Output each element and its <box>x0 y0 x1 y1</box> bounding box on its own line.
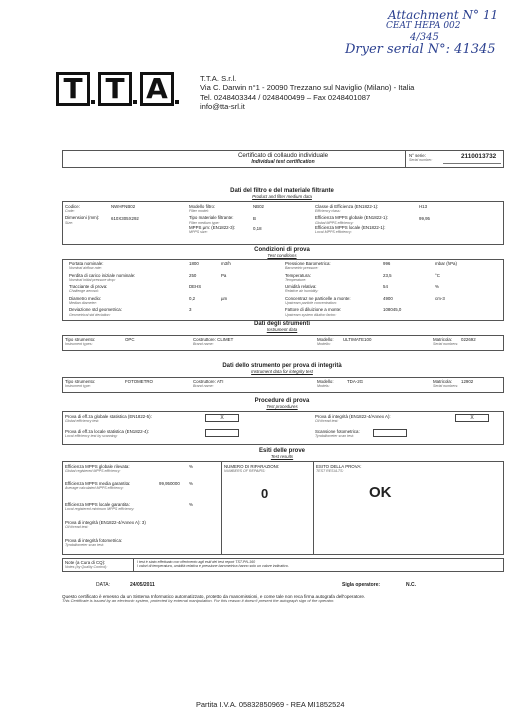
conditions-title: Condizioni di prova <box>254 247 310 253</box>
operator-label: Sigla operatore: <box>342 582 381 588</box>
dim-label-en: Size: <box>65 220 73 225</box>
condition-right-value: 996 <box>383 261 391 266</box>
condition-left-label: Deviazione std geometrica: <box>69 307 122 313</box>
global-eff-label: Efficienza MPPS globale (EN1822-1): <box>315 215 389 221</box>
condition-right-label-en: Barometric pressure: <box>285 266 319 271</box>
condition-right-unit: % <box>435 284 439 290</box>
condition-right-value: 4900 <box>383 295 393 301</box>
conditions-title-en: Test conditions <box>267 253 297 258</box>
condition-left-label-en: Geometrical std deviation: <box>69 312 111 317</box>
serial-label: N° serie: <box>409 153 426 158</box>
instr2-maker: Costruttore: ATI <box>193 379 224 384</box>
model-value: NB02 <box>253 204 264 209</box>
certificate-header <box>62 150 504 168</box>
outcome-value: OK <box>369 484 392 501</box>
instr2-model-value: TDA-2G <box>347 379 364 384</box>
proc-global-label: Prova di eff.za globale statistica (EN1822-5): <box>65 414 152 419</box>
notes-line2: I valori di temperatura, umidità relativa e pressione barometrica hanno solo un valore indicativo. <box>137 564 289 569</box>
instr-type-label-en: Instrument types: <box>65 342 93 347</box>
condition-right-label-en: Upstream system dilution factor: <box>285 312 337 317</box>
instr-type-label: Tipo strumento: <box>65 337 96 342</box>
instr2-type-label: Tipo strumento: <box>65 379 96 384</box>
res-avg-value: 99,950000 <box>159 481 180 486</box>
company-info <box>200 74 414 112</box>
condition-left-value: 0,2 <box>189 295 196 301</box>
notes-label-en: Notes (by Quality Control): <box>65 565 108 570</box>
instr2-serial-label: Matricola: <box>433 379 453 384</box>
instr-maker: Costruttore: CLIMET <box>193 337 234 342</box>
res-global-label-en: Global registered MPPS efficiency: <box>65 469 121 474</box>
instrument-box <box>62 335 504 351</box>
dim-label: Dimensioni (mm): <box>65 215 100 221</box>
instr-type-value: OPC <box>125 337 135 342</box>
mpps-label-en: MPPS size: <box>189 230 208 235</box>
condition-right-row <box>285 284 500 296</box>
procedures-title-en: Test procedures <box>266 404 298 409</box>
repairs-value: 0 <box>261 486 269 501</box>
condition-right-label-en: Temperature: <box>285 277 307 282</box>
integrity-instrument-box <box>62 377 504 393</box>
condition-right-label: Temperatura: <box>285 272 311 278</box>
res-integrity-label-en: Oil thread test: <box>65 525 89 530</box>
res-local-label-en: Local registered minimum MPPS efficiency: <box>65 507 135 512</box>
medium-value: B <box>253 216 256 221</box>
condition-right-label: Fattore di diluizione a monte: <box>285 307 342 313</box>
condition-right-value: 54 <box>383 284 388 290</box>
condition-right-label: Concentraz ne particelle a monte: <box>285 295 351 301</box>
res-local-unit: % <box>189 502 193 507</box>
integrity-instrument-title: Dati dello strumento per prova di integrità <box>222 363 342 369</box>
filter-section-title-en: Product and filter medium data <box>252 194 312 199</box>
results-box <box>62 461 504 555</box>
operator-value: N.C. <box>406 582 416 588</box>
condition-right-label-en: Relative air humidity: <box>285 289 319 294</box>
condition-right-label-en: Upstream particle concentration: <box>285 300 337 305</box>
res-avg-unit: % <box>189 481 193 486</box>
outcome-label-en: TEST RESULTS: <box>316 469 344 474</box>
filter-data-box <box>62 201 504 245</box>
res-avg-label-en: Average calculated MPPS efficiency: <box>65 486 124 491</box>
condition-left-row <box>69 273 279 285</box>
condition-right-label: Pressione Barometrica: <box>285 261 331 266</box>
proc-integrity-checkbox[interactable]: X <box>455 414 489 422</box>
mpps-value: 0,18 <box>253 226 262 231</box>
outcome-label: ESITO DELLA PROVA: <box>316 464 362 469</box>
condition-left-value: DEHS <box>189 284 202 290</box>
condition-right-unit: cm-3 <box>435 295 445 301</box>
handwritten-serial: Dryer serial N°: 41345 <box>345 42 496 57</box>
res-integrity-label: Prova di integrità (EN1822-4/Annex A): 3) <box>65 520 146 525</box>
proc-local-checkbox[interactable] <box>205 429 239 437</box>
integrity-instrument-title-en: Instrument data for integrity test <box>251 369 313 374</box>
condition-left-row <box>69 261 279 273</box>
res-photometric-label-en: Tyndallometer scan test: <box>65 543 104 548</box>
condition-right-row <box>285 273 500 285</box>
condition-right-label: Umidità relativa: <box>285 284 317 290</box>
procedures-title: Procedure di prova <box>254 398 310 404</box>
condition-left-row <box>69 296 279 308</box>
disclaimer: Questo certificato è emesso da un Sistema Informatico automatizzato, protetto da manomissioni, e come tale non reca firma autografa dell'operatore. <box>62 594 366 599</box>
condition-left-label: Tracciante di prova: <box>69 284 108 290</box>
company-address: Via C. Darwin n°1 - 20090 Trezzano sul Naviglio (Milano) - Italia <box>200 83 415 93</box>
handwritten-number: 4/345 <box>410 32 439 43</box>
instr2-type-label-en: Instrument type: <box>65 384 91 389</box>
code-label-en: Code: <box>65 209 75 214</box>
proc-scan-checkbox[interactable] <box>373 429 407 437</box>
local-eff-label-en: Local MPPS efficiency: <box>315 230 352 235</box>
instr2-model-label-en: Models: <box>317 384 330 389</box>
condition-left-label-en: Median diameter: <box>69 300 97 305</box>
instrument-title: Dati degli strumenti <box>253 321 310 327</box>
instr-serial-value: 022692 <box>461 337 476 342</box>
tta-logo: T T A <box>56 72 176 112</box>
serial-label-en: Serial number: <box>409 158 433 163</box>
notes-label: Note (a Cura di CQ): <box>65 560 106 565</box>
proc-integrity-label: Prova di integrità (EN1822-4/Annex A): <box>315 414 391 419</box>
instr2-model-label: Modello: <box>317 379 334 384</box>
res-global-label: Efficienza MPPS globale rilevata: <box>65 464 130 469</box>
date-label: DATA: <box>96 582 110 588</box>
condition-left-value: 1800 <box>189 261 199 266</box>
code-label: Codice: <box>65 204 80 209</box>
results-title-en: Test results <box>270 454 294 459</box>
condition-left-row <box>69 284 279 296</box>
instr-serial-label-en: Serial numbers: <box>433 342 459 347</box>
global-eff-label-en: Global MPPS efficiency: <box>315 220 354 225</box>
class-label: Classe di Efficienza (EN1822-1): <box>315 204 379 209</box>
vat-footer: Partita I.V.A. 05832850969 - REA MI1852524 <box>196 700 345 709</box>
condition-left-value: 250 <box>189 272 197 278</box>
condition-right-row <box>285 307 500 319</box>
condition-right-value: 108045,0 <box>383 307 402 313</box>
instr-model-label: Modello: <box>317 337 334 342</box>
conditions-box <box>62 259 504 321</box>
instr2-serial-value: 12902 <box>461 379 474 384</box>
instrument-title-en: Instrument data <box>266 327 298 332</box>
class-value: H13 <box>419 204 428 209</box>
proc-local-label-en: Local efficiency test by scanning: <box>65 434 118 439</box>
condition-right-unit: °C <box>435 272 440 278</box>
notes-box <box>62 558 504 572</box>
handwritten-ceat: CEAT HEPA 002 <box>386 21 461 31</box>
instr2-maker-en: Brand name: <box>193 384 214 389</box>
disclaimer-en: This Certificate is issued by an electronic system, protected by external manipulation. For this reason it doesn't present the autograph sign of the operator. <box>62 598 335 604</box>
repairs-label: NUMERO DI RIPARAZIONI: <box>224 464 280 469</box>
results-title: Esiti delle prove <box>258 448 306 454</box>
procedures-box <box>62 411 504 445</box>
instr-model-value: ULTIMATE100 <box>343 337 372 342</box>
date-value: 24/05/2011 <box>130 582 155 588</box>
model-label-en: Filter model: <box>189 209 209 214</box>
global-eff-value: 99,95 <box>419 216 430 221</box>
handwritten-attachment: Attachment N° 11 <box>388 8 499 22</box>
res-avg-label: Efficienza MPPS media garantita: <box>65 481 131 486</box>
proc-global-label-en: Global efficiency test: <box>65 419 100 424</box>
class-label-en: Efficiency class: <box>315 209 341 214</box>
company-phone: Tel. 0248403344 / 0248400499 – Fax 0248401087 <box>200 92 371 102</box>
local-eff-label: Efficienza MPPS locale (EN1822-1): <box>315 224 386 230</box>
repairs-label-en: NUMBERS OF REPAIRS: <box>224 469 266 474</box>
condition-left-label: Diametro medio: <box>69 295 102 301</box>
code-value: NWHFNB02 <box>111 204 136 209</box>
instr2-serial-label-en: Serial numbers: <box>433 384 459 389</box>
dim-value: 610X305X292 <box>111 216 139 221</box>
condition-right-value: 23,5 <box>383 272 392 278</box>
res-photometric-label: Prova di integrità fotometrica: <box>65 538 123 543</box>
proc-global-checkbox[interactable]: X <box>205 414 239 422</box>
medium-label: Tipo materiale filtrante: <box>189 215 234 221</box>
certificate-title: Certificato di collaudo individuale <box>237 152 329 159</box>
condition-left-label-en: Nominal airflow rate: <box>69 266 102 271</box>
instr2-type-value: FOTOMETRO <box>125 379 153 384</box>
condition-right-row <box>285 296 500 308</box>
condition-left-label-en: Challenge aerosol: <box>69 289 99 294</box>
instr-model-label-en: Modello: <box>317 342 331 347</box>
mpps-label: MPPS µm: (EN1822-3): <box>189 224 236 230</box>
condition-left-unit: µm <box>221 295 228 301</box>
notes-line1: I test è stato effettuato con riferimento agli esiti del test report TST-PN-160 <box>137 560 256 564</box>
condition-left-label: Perdita di carico iniziale nominale: <box>69 272 136 278</box>
res-global-unit: % <box>189 464 193 469</box>
instr-maker-en: Brand name: <box>193 342 214 347</box>
condition-left-unit: m3/h <box>221 261 231 266</box>
proc-local-label: Prova di eff.za locale statistica (EN1822-4): <box>65 429 150 434</box>
filter-section-title: Dati del filtro e del materiale filtrante <box>230 188 334 194</box>
condition-left-row <box>69 307 279 319</box>
proc-scan-label: Scansione fotometrica: <box>315 429 360 434</box>
proc-integrity-label-en: Oil thread test: <box>315 419 339 424</box>
condition-right-row <box>285 261 500 273</box>
proc-scan-label-en: Tyndallometer scan test: <box>315 434 354 439</box>
instr-serial-label: Matricola: <box>433 337 453 342</box>
company-email: info@tta-srl.it <box>200 102 245 112</box>
condition-left-unit: Pa <box>221 272 227 278</box>
condition-right-unit: mbar (hPa) <box>435 261 457 266</box>
res-local-label: Efficienza MPPS locale garantita: <box>65 502 130 507</box>
medium-label-en: Filter medium type: <box>189 220 220 225</box>
model-label: Modello filtro: <box>189 204 216 209</box>
condition-left-label: Portata nominale: <box>69 261 104 266</box>
condition-left-value: 3 <box>189 307 192 313</box>
condition-left-label-en: Nominal initial pressure drop: <box>69 277 116 282</box>
serial-value: 2110013732 <box>461 153 497 160</box>
company-name: T.T.A. S.r.l. <box>200 74 237 83</box>
certificate-title-en: Individual test certification <box>251 159 315 165</box>
